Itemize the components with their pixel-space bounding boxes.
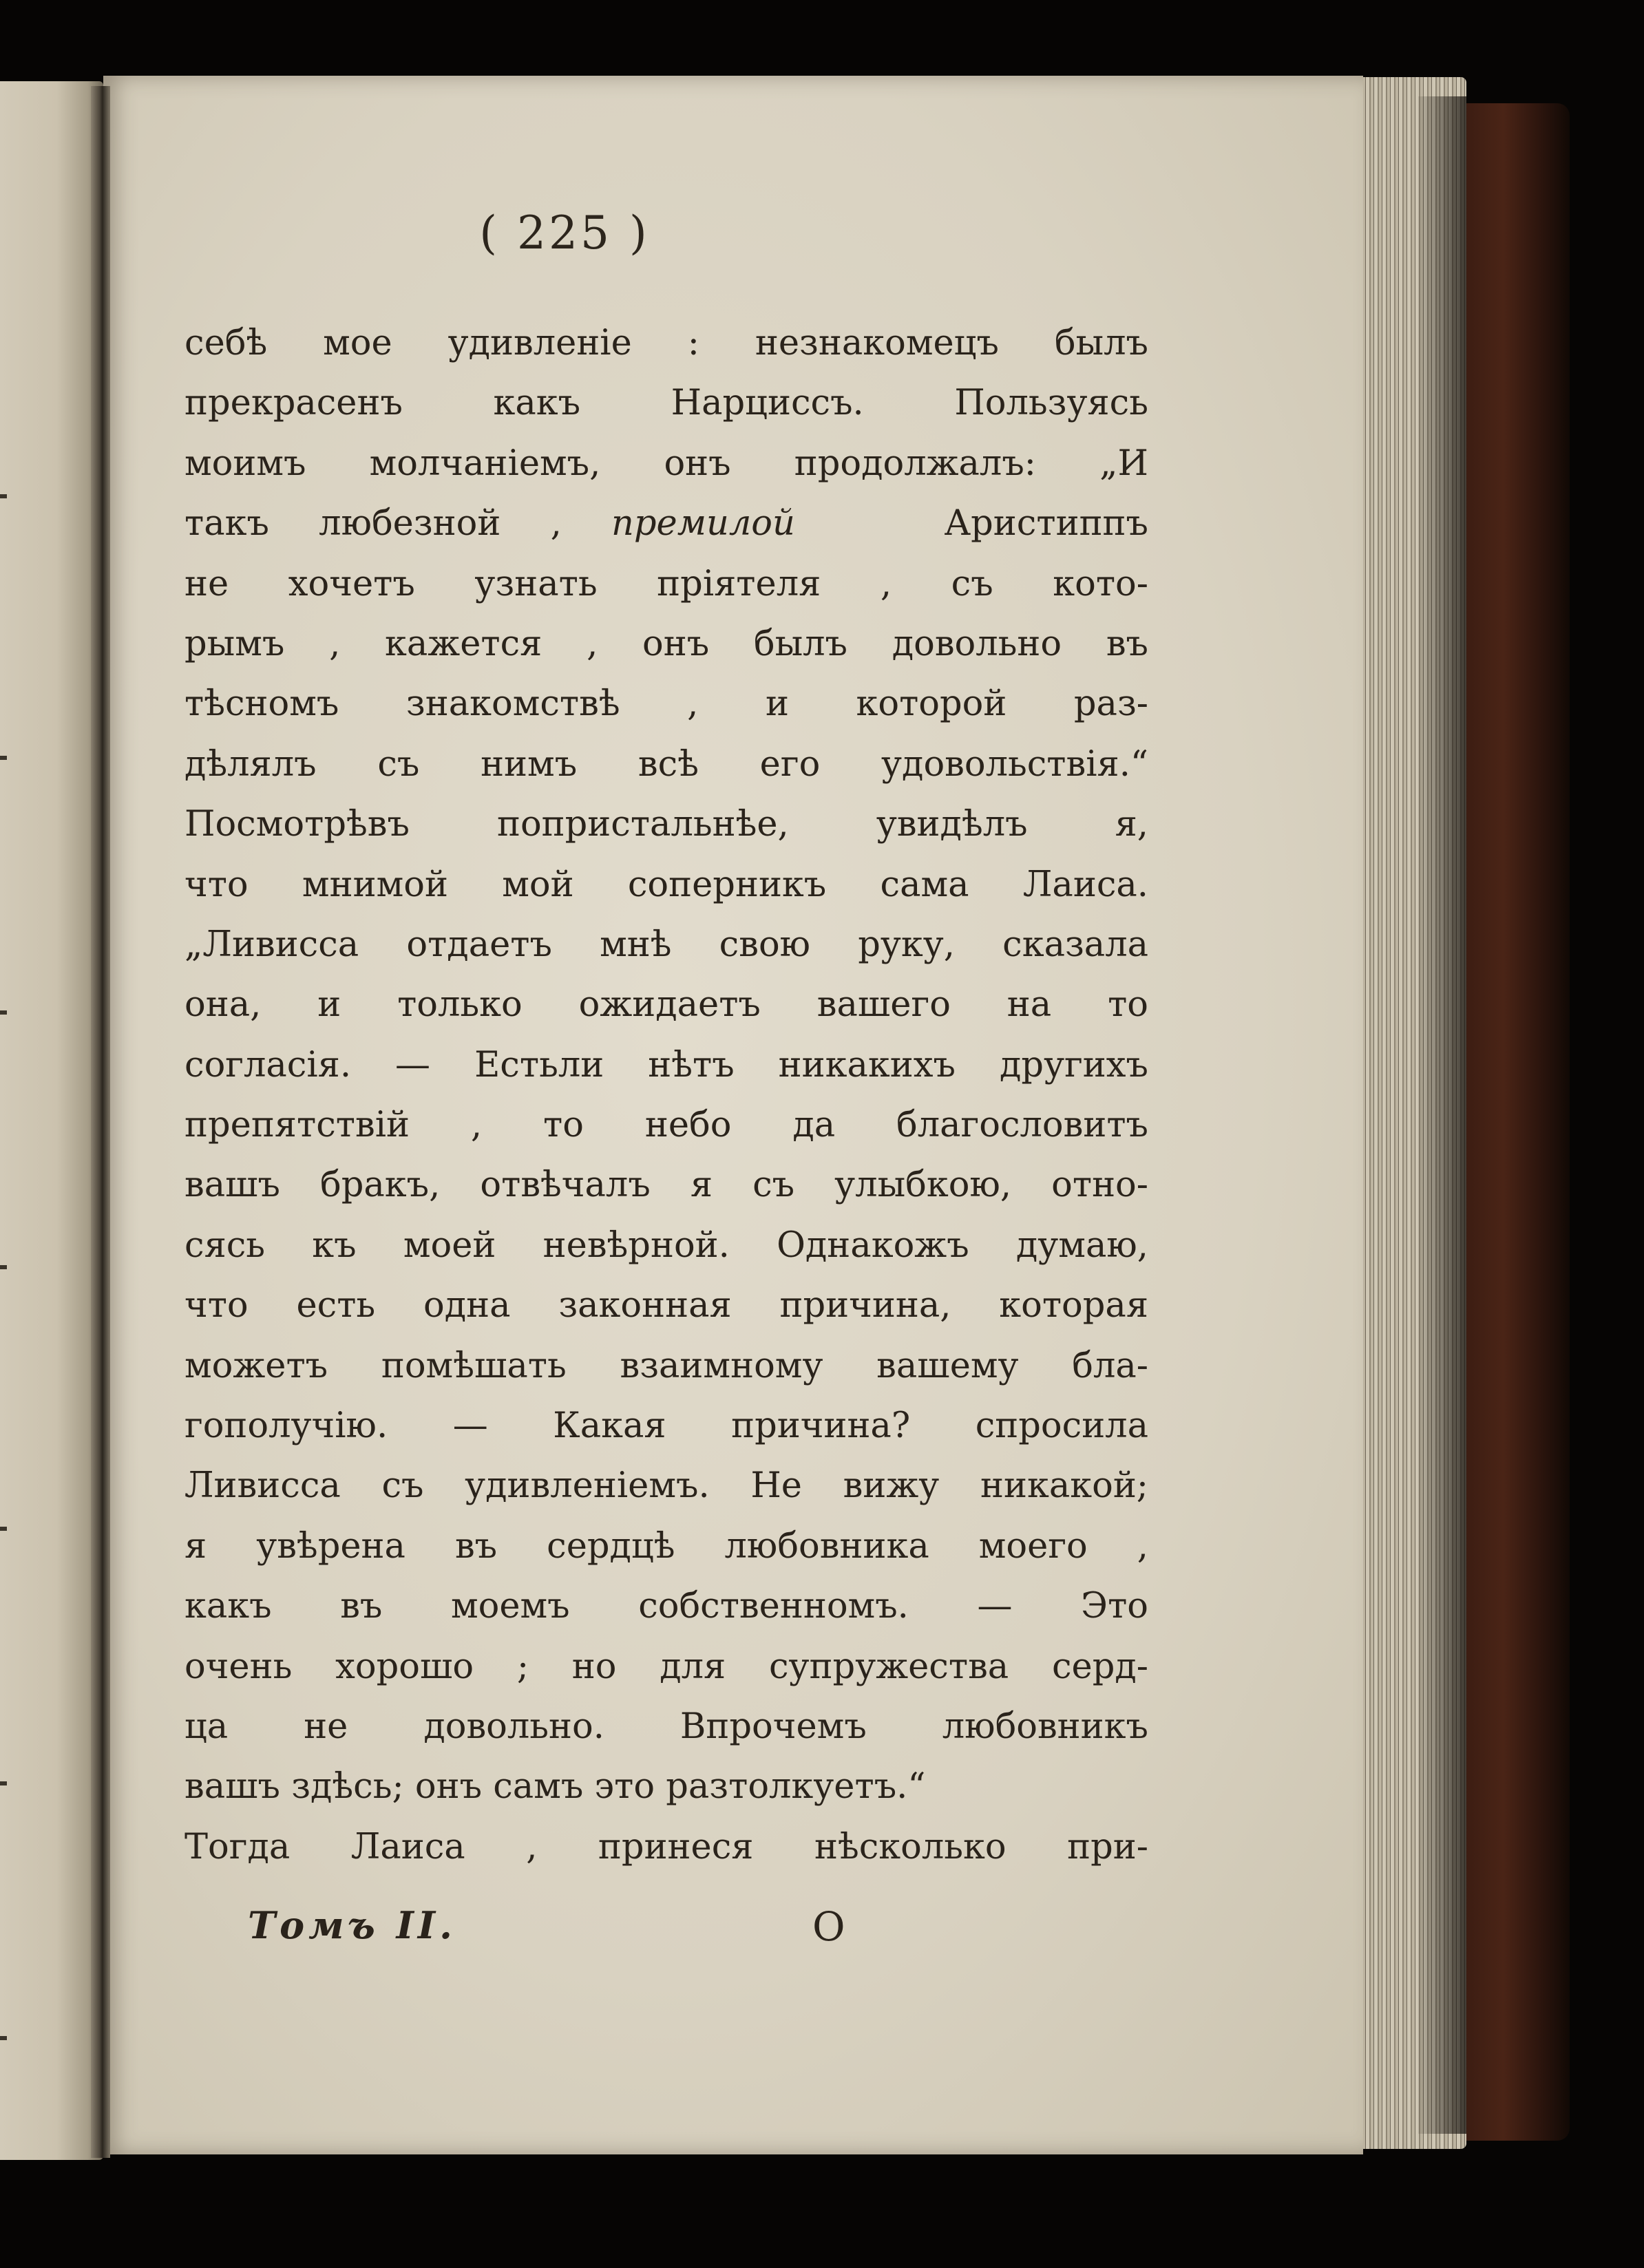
margin-mark [0,1010,7,1015]
text-line: Посмотрѣвъ попристальнѣе, увидѣлъ я, [185,804,1148,845]
text-line: прекрасенъ какъ Нарциссъ. Пользуясь [185,383,1148,424]
book-gutter [91,86,110,2158]
text-line: тѣсномъ знакомствѣ , и которой раз- [185,683,1148,725]
book-cover-edge [1459,103,1570,2141]
text-line: вашъ здѣсь; онъ самъ это разтолкуетъ.“ [185,1766,926,1808]
margin-mark [0,494,7,498]
margin-mark [0,1527,7,1531]
text-line: вашъ бракъ, отвѣчалъ я съ улыбкою, отно- [185,1165,1148,1206]
page-edges-shadow [1418,96,1466,2134]
text-line: рымъ , кажется , онъ былъ довольно въ [185,623,1148,664]
text-segment: такъ любезной , [185,503,612,544]
margin-mark [0,756,7,760]
text-line: ца не довольно. Впрочемъ любовникъ [185,1706,1148,1747]
text-line: согласія. — Естьли нѣтъ никакихъ другихъ [185,1044,1148,1085]
margin-mark [0,2036,7,2040]
text-line: моимъ молчаніемъ, онъ продолжалъ: „И [185,443,1148,484]
text-line: Тогда Лаиса , принеся нѣсколько при- [185,1826,1148,1867]
italic-word: премилой [611,503,795,544]
page-number: ( 225 ) [479,206,650,259]
text-line: я увѣрена въ сердцѣ любовника моего , [185,1525,1148,1567]
page-body-text [185,313,1148,1877]
text-line: какъ въ моемъ собственномъ. — Это [185,1586,1148,1627]
text-line: „Ливисса отдаетъ мнѣ свою руку, сказала [185,924,1148,965]
text-line: себѣ мое удивленіе : незнакомецъ былъ [185,323,1148,363]
margin-mark [0,1781,7,1785]
text-segment: Аристиппъ [944,503,1148,544]
left-facing-page [0,81,103,2160]
page-footer [248,1903,936,1958]
text-line: не хочетъ узнать пріятеля , съ кото- [185,563,1148,604]
text-line: что есть одна законная причина, которая [185,1285,1148,1326]
text-line-with-italic [185,494,1148,553]
text-line: что мнимой мой соперникъ сама Лаиса. [185,864,1148,905]
text-line: препятствій , то небо да благословитъ [185,1105,1148,1146]
text-line: гополучію. — Какая причина? спросила [185,1406,1148,1447]
volume-label: Томъ II. [248,1903,456,1947]
margin-mark [0,1265,7,1269]
signature-mark: О [812,1903,845,1950]
text-line: можетъ помѣшать взаимному вашему бла- [185,1345,1148,1386]
text-line: Ливисса съ удивленіемъ. Не вижу никакой; [185,1465,1148,1507]
text-line: она, и только ожидаетъ вашего на то [185,984,1148,1026]
text-line: очень хорошо ; но для супружества серд- [185,1646,1148,1687]
text-line: дѣлялъ съ нимъ всѣ его удовольствія.“ [185,743,1148,785]
text-line: сясь къ моей невѣрной. Однакожъ думаю, [185,1225,1148,1266]
